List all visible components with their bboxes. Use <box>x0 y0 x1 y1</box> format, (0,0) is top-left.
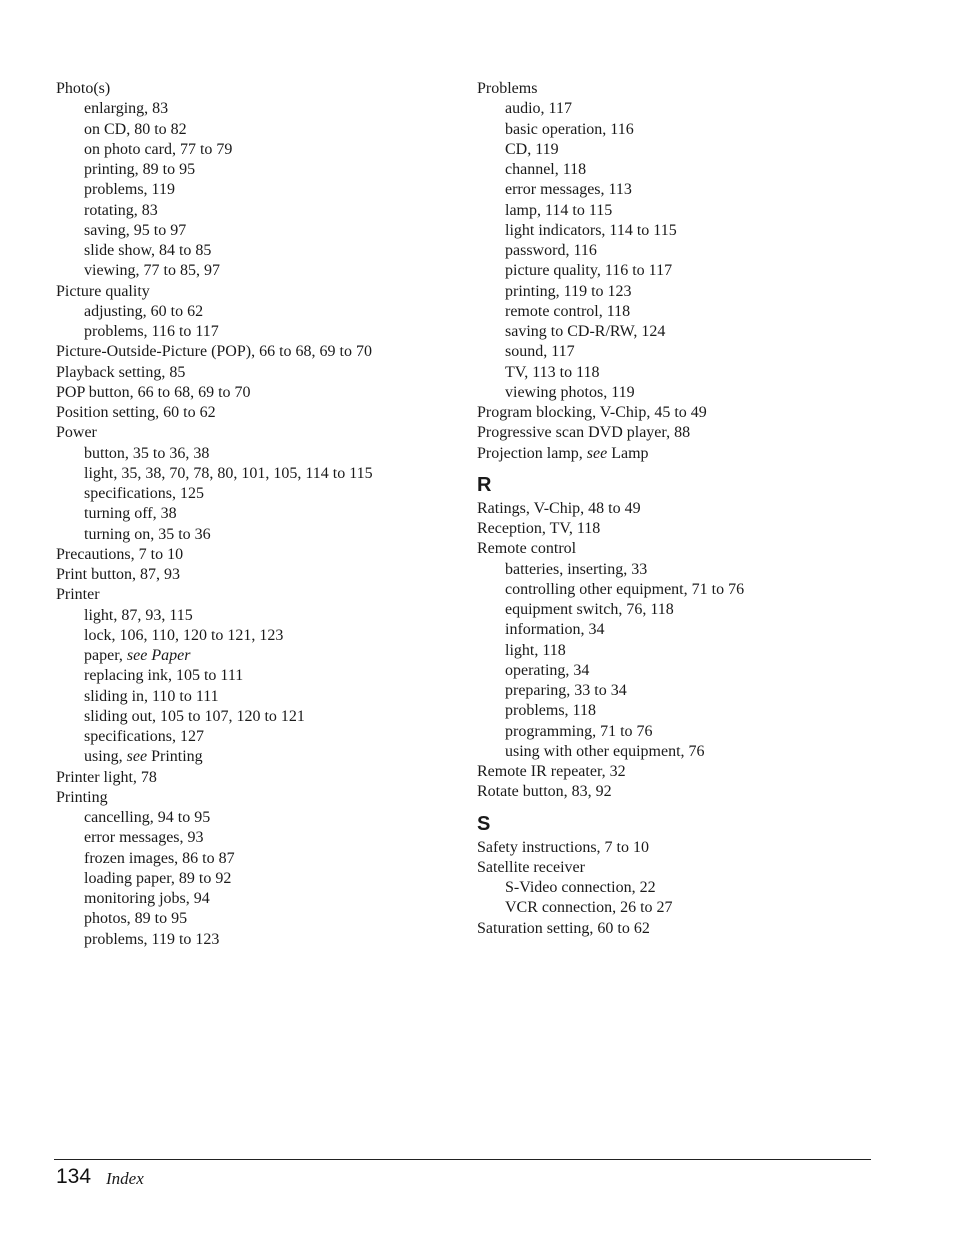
index-entry: Satellite receiver <box>477 858 585 876</box>
index-entry: Print button, 87, 93 <box>56 566 181 583</box>
index-subentry: viewing photos, 119 <box>505 383 635 401</box>
index-subentry: controlling other equipment, 71 to 76 <box>505 580 745 598</box>
index-subentry: error messages, 93 <box>84 829 204 847</box>
index-entry: Picture-Outside-Picture (POP), 66 to 68, 69 to 70 <box>56 343 372 361</box>
index-subentry: frozen images, 86 to 87 <box>84 849 235 867</box>
index-subentry: problems, 119 to 123 <box>84 930 220 948</box>
index-subentry: S-Video connection, 22 <box>505 879 656 896</box>
index-subentry: monitoring jobs, 94 <box>84 890 210 907</box>
index-subentry: equipment switch, 76, 118 <box>505 601 674 618</box>
index-subentry: light indicators, 114 to 115 <box>505 221 677 239</box>
entry-text: Projection lamp, <box>477 444 587 462</box>
index-subentry <box>56 747 456 767</box>
index-subentry: batteries, inserting, 33 <box>505 560 648 578</box>
index-entry: Picture quality <box>56 282 150 300</box>
index-entry: Reception, TV, 118 <box>477 520 601 537</box>
index-subentry: photos, 89 to 95 <box>84 910 188 928</box>
index-entry: Program blocking, V-Chip, 45 to 49 <box>477 404 707 421</box>
index-subentry: button, 35 to 36, 38 <box>84 444 210 462</box>
index-entry: Power <box>56 424 97 442</box>
index-column-right <box>477 79 897 939</box>
index-entry: Remote control <box>477 540 577 558</box>
index-entry: Saturation setting, 60 to 62 <box>477 919 650 937</box>
index-entry: Progressive scan DVD player, 88 <box>477 424 691 442</box>
see-target: Lamp <box>607 444 649 462</box>
index-subentry: lamp, 114 to 115 <box>505 201 613 219</box>
index-subentry: lock, 106, 110, 120 to 121, 123 <box>84 626 284 644</box>
index-subentry: sliding in, 110 to 111 <box>84 687 219 705</box>
index-subentry: enlarging, 83 <box>84 100 169 118</box>
index-subentry: light, 35, 38, 70, 78, 80, 101, 105, 114 to 115 <box>84 464 373 482</box>
index-subentry: VCR connection, 26 to 27 <box>505 899 673 917</box>
index-subentry: CD, 119 <box>505 140 559 158</box>
entry-text: using, <box>84 748 127 766</box>
index-subentry: saving to CD-R/RW, 124 <box>505 323 666 340</box>
index-subentry <box>56 646 456 666</box>
index-subentry: preparing, 33 to 34 <box>505 682 627 699</box>
index-entry: Problems <box>477 80 538 97</box>
index-subentry: operating, 34 <box>505 661 590 679</box>
index-entry: Photo(s) <box>56 80 111 97</box>
index-subentry: saving, 95 to 97 <box>84 221 187 239</box>
index-subentry: loading paper, 89 to 92 <box>84 869 232 887</box>
running-title: Index <box>106 1169 144 1188</box>
see-target: Printing <box>147 748 203 766</box>
index-subentry: problems, 116 to 117 <box>84 323 219 340</box>
index-entry: Printer <box>56 586 100 604</box>
index-subentry: basic operation, 116 <box>505 120 634 138</box>
index-subentry: channel, 118 <box>505 161 587 178</box>
index-subentry: slide show, 84 to 85 <box>84 242 212 259</box>
index-entry: Position setting, 60 to 62 <box>56 404 216 421</box>
index-entry: POP button, 66 to 68, 69 to 70 <box>56 383 251 401</box>
index-subentry: programming, 71 to 76 <box>505 722 653 740</box>
index-subentry: TV, 113 to 118 <box>505 363 600 381</box>
index-entry: Printing <box>56 788 108 806</box>
see-reference: see <box>126 748 148 766</box>
index-subentry: picture quality, 116 to 117 <box>505 262 673 280</box>
entry-text: paper, <box>84 647 127 664</box>
index-subentry: cancelling, 94 to 95 <box>84 809 211 826</box>
index-subentry: password, 116 <box>505 242 597 259</box>
index-subentry: turning on, 35 to 36 <box>84 525 211 543</box>
index-subentry: remote control, 118 <box>505 302 631 320</box>
index-entry: Rotate button, 83, 92 <box>477 783 612 801</box>
index-section-letter: S <box>477 812 491 835</box>
index-subentry: specifications, 127 <box>84 728 204 745</box>
index-subentry: rotating, 83 <box>84 201 158 219</box>
index-subentry: problems, 118 <box>505 702 596 720</box>
index-subentry: on photo card, 77 to 79 <box>84 140 233 158</box>
footer-rule <box>54 1159 871 1160</box>
index-subentry: turning off, 38 <box>84 505 177 523</box>
index-subentry: light, 87, 93, 115 <box>84 606 193 624</box>
index-entry: Printer light, 78 <box>56 768 157 786</box>
index-column-left <box>56 79 456 950</box>
index-entry: Safety instructions, 7 to 10 <box>477 838 649 856</box>
page-number: 134 <box>56 1165 92 1188</box>
index-subentry: problems, 119 <box>84 181 175 199</box>
index-subentry: audio, 117 <box>505 100 572 118</box>
index-subentry: specifications, 125 <box>84 485 204 502</box>
index-entry: Remote IR repeater, 32 <box>477 763 626 780</box>
index-subentry: error messages, 113 <box>505 181 632 199</box>
index-subentry: printing, 119 to 123 <box>505 282 632 300</box>
index-subentry: using with other equipment, 76 <box>505 742 705 760</box>
see-reference: see Paper <box>126 647 191 664</box>
index-subentry: printing, 89 to 95 <box>84 161 196 178</box>
index-subentry: adjusting, 60 to 62 <box>84 302 204 320</box>
index-subentry: sliding out, 105 to 107, 120 to 121 <box>84 707 305 725</box>
index-entry: Playback setting, 85 <box>56 363 186 381</box>
see-reference: see <box>586 444 608 462</box>
index-subentry: information, 34 <box>505 621 605 639</box>
index-subentry: sound, 117 <box>505 343 575 361</box>
index-section-letter: R <box>477 473 492 496</box>
index-entry: Ratings, V-Chip, 48 to 49 <box>477 499 641 517</box>
index-entry <box>477 444 897 464</box>
index-subentry: replacing ink, 105 to 111 <box>84 667 244 685</box>
index-subentry: viewing, 77 to 85, 97 <box>84 262 220 280</box>
index-subentry: on CD, 80 to 82 <box>84 120 187 138</box>
index-entry: Precautions, 7 to 10 <box>56 545 184 563</box>
index-subentry: light, 118 <box>505 641 566 659</box>
